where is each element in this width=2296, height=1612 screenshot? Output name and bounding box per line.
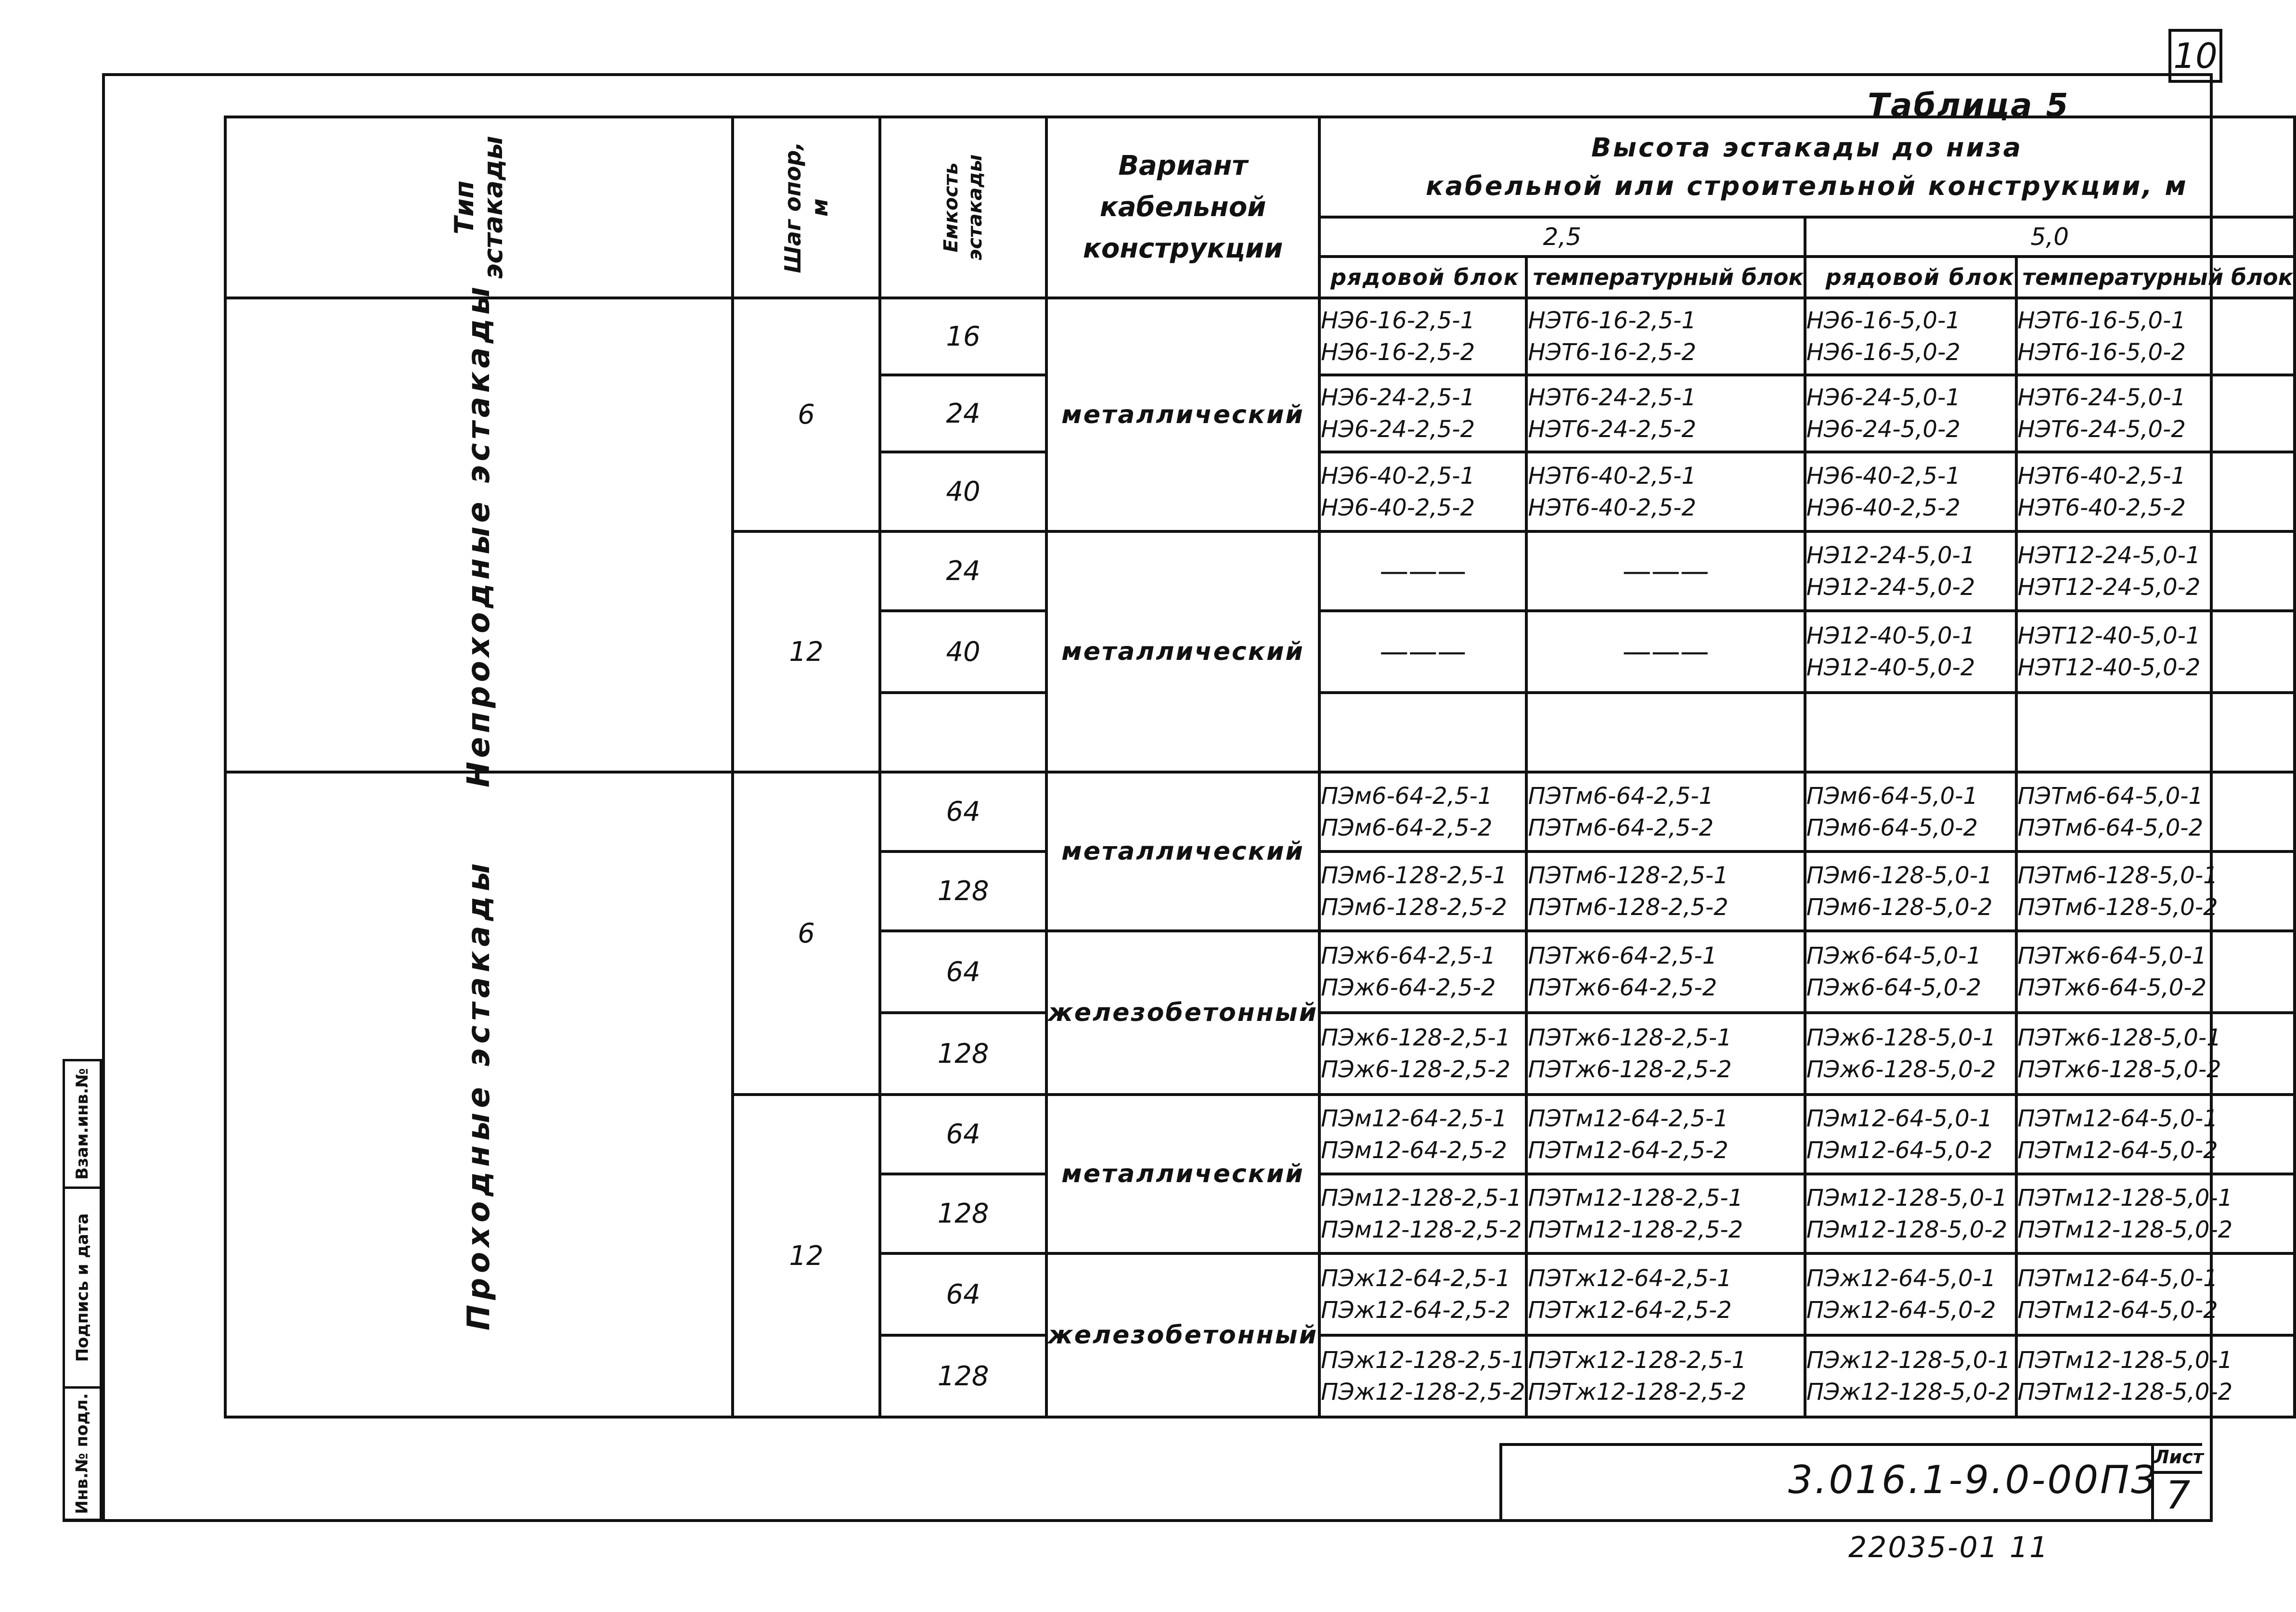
capacity-cell: 128	[880, 1335, 1046, 1417]
code-cell: ПЭм6-128-2,5-1 ПЭм6-128-2,5-2	[1319, 851, 1526, 931]
table-row	[225, 772, 2295, 851]
code-cell: НЭ6-40-2,5-1 НЭ6-40-2,5-2	[1319, 452, 1526, 531]
code-cell: ПЭТм6-64-2,5-1 ПЭТм6-64-2,5-2	[1526, 772, 1805, 851]
code-cell: ПЭТм12-128-5,0-1 ПЭТм12-128-5,0-2	[2016, 1174, 2295, 1253]
header-capacity: Емкость эстакады	[880, 117, 1046, 298]
stamp-inv-podl: Инв.№ подл.	[63, 1386, 102, 1521]
code-cell: НЭТ6-40-2,5-1 НЭТ6-40-2,5-2	[1526, 452, 1805, 531]
capacity-cell: 128	[880, 1013, 1046, 1095]
code-cell: НЭТ6-16-2,5-1 НЭТ6-16-2,5-2	[1526, 298, 1805, 375]
code-cell: ПЭТм12-64-5,0-1 ПЭТм12-64-5,0-2	[2016, 1253, 2295, 1335]
capacity-cell: 128	[880, 851, 1046, 931]
code-cell: НЭ6-40-2,5-1 НЭ6-40-2,5-2	[1805, 452, 2016, 531]
code-cell: ПЭТм6-64-5,0-1 ПЭТм6-64-5,0-2	[2016, 772, 2295, 851]
header-height-2-5: 2,5	[1319, 217, 1805, 256]
dash-cell: ———	[1319, 611, 1526, 693]
code-cell: ПЭТж6-128-5,0-1 ПЭТж6-128-5,0-2	[2016, 1013, 2295, 1095]
table-title: Таблица 5	[1868, 87, 2070, 124]
header-row-block: рядовой блок	[1805, 257, 2016, 298]
empty-cell	[2016, 693, 2295, 772]
code-cell: ПЭТм12-128-2,5-1 ПЭТм12-128-2,5-2	[1526, 1174, 1805, 1253]
header-step: Шаг опор, м	[733, 117, 880, 298]
code-cell: НЭТ6-40-2,5-1 НЭТ6-40-2,5-2	[2016, 452, 2295, 531]
code-cell: ПЭТж12-128-2,5-1 ПЭТж12-128-2,5-2	[1526, 1335, 1805, 1417]
variant-cell: металлический	[1046, 1095, 1319, 1253]
header-temp-block: температурный блок	[2016, 257, 2295, 298]
code-cell: НЭТ6-16-5,0-1 НЭТ6-16-5,0-2	[2016, 298, 2295, 375]
code-cell: ПЭТж6-64-5,0-1 ПЭТж6-64-5,0-2	[2016, 931, 2295, 1013]
capacity-cell: 128	[880, 1174, 1046, 1253]
capacity-cell: 40	[880, 611, 1046, 693]
dash-cell: ———	[1526, 611, 1805, 693]
document-code: 3.016.1-9.0-00ПЗ	[1788, 1457, 2158, 1502]
capacity-cell: 64	[880, 1253, 1046, 1335]
code-cell: ПЭТм12-64-5,0-1 ПЭТм12-64-5,0-2	[2016, 1095, 2295, 1174]
variant-cell: металлический	[1046, 298, 1319, 531]
group-nonpassable: Непроходные эстакады	[225, 298, 733, 772]
code-cell: НЭ6-16-2,5-1 НЭ6-16-2,5-2	[1319, 298, 1526, 375]
page-number: 10	[2168, 29, 2222, 83]
code-cell: ПЭж12-64-5,0-1 ПЭж12-64-5,0-2	[1805, 1253, 2016, 1335]
capacity-cell: 16	[880, 298, 1046, 375]
code-cell: ПЭТм12-64-2,5-1 ПЭТм12-64-2,5-2	[1526, 1095, 1805, 1174]
dash-cell: ———	[1526, 531, 1805, 611]
code-cell: НЭ12-24-5,0-1 НЭ12-24-5,0-2	[1805, 531, 2016, 611]
code-cell: ПЭж6-128-2,5-1 ПЭж6-128-2,5-2	[1319, 1013, 1526, 1095]
code-cell: ПЭТж6-128-2,5-1 ПЭТж6-128-2,5-2	[1526, 1013, 1805, 1095]
header-height-5-0: 5,0	[1805, 217, 2295, 256]
code-cell: НЭ6-24-5,0-1 НЭ6-24-5,0-2	[1805, 375, 2016, 452]
title-block	[1499, 1443, 2202, 1520]
sheet-label: Лист	[2154, 1443, 2202, 1474]
archive-number: 22035-01 11	[1848, 1531, 2050, 1564]
capacity-cell: 64	[880, 931, 1046, 1013]
code-cell: НЭТ12-24-5,0-1 НЭТ12-24-5,0-2	[2016, 531, 2295, 611]
code-cell: НЭТ12-40-5,0-1 НЭТ12-40-5,0-2	[2016, 611, 2295, 693]
code-cell: ПЭм6-64-2,5-1 ПЭм6-64-2,5-2	[1319, 772, 1526, 851]
capacity-cell: 40	[880, 452, 1046, 531]
step-cell: 6	[733, 298, 880, 531]
code-cell: ПЭж6-64-2,5-1 ПЭж6-64-2,5-2	[1319, 931, 1526, 1013]
header-temp-block: температурный блок	[1526, 257, 1805, 298]
title-block-left	[1499, 1443, 1502, 1520]
code-cell: НЭ6-24-2,5-1 НЭ6-24-2,5-2	[1319, 375, 1526, 452]
empty-cell	[1526, 693, 1805, 772]
code-cell: НЭ6-16-5,0-1 НЭ6-16-5,0-2	[1805, 298, 2016, 375]
code-cell: ПЭТж12-64-2,5-1 ПЭТж12-64-2,5-2	[1526, 1253, 1805, 1335]
code-cell: ПЭТж6-64-2,5-1 ПЭТж6-64-2,5-2	[1526, 931, 1805, 1013]
header-height: Высота эстакады до низа кабельной или строительной конструкции, м	[1319, 117, 2295, 217]
stamp-podpis-data: Подпись и дата	[63, 1186, 102, 1389]
empty-cell	[880, 693, 1046, 772]
variant-cell: железобетонный	[1046, 931, 1319, 1095]
code-cell: ПЭТм12-128-5,0-1 ПЭТм12-128-5,0-2	[2016, 1335, 2295, 1417]
code-cell: ПЭм12-128-2,5-1 ПЭм12-128-2,5-2	[1319, 1174, 1526, 1253]
step-cell: 12	[733, 1095, 880, 1417]
code-cell: ПЭж6-128-5,0-1 ПЭж6-128-5,0-2	[1805, 1013, 2016, 1095]
code-cell: НЭ12-40-5,0-1 НЭ12-40-5,0-2	[1805, 611, 2016, 693]
dash-cell: ———	[1319, 531, 1526, 611]
code-cell: ПЭж12-128-2,5-1 ПЭж12-128-2,5-2	[1319, 1335, 1526, 1417]
step-cell: 12	[733, 531, 880, 772]
capacity-cell: 64	[880, 772, 1046, 851]
title-block-top	[1499, 1443, 2202, 1446]
header-row-block: рядовой блок	[1319, 257, 1526, 298]
stamp-vzam-inv: Взам.инв.№	[63, 1059, 102, 1189]
code-cell: ПЭм12-128-5,0-1 ПЭм12-128-5,0-2	[1805, 1174, 2016, 1253]
sheet-box	[2151, 1443, 2202, 1520]
frame-top-line	[102, 73, 2213, 76]
code-cell: НЭТ6-24-2,5-1 НЭТ6-24-2,5-2	[1526, 375, 1805, 452]
code-cell: ПЭж12-64-2,5-1 ПЭж12-64-2,5-2	[1319, 1253, 1526, 1335]
group-passable: Проходные эстакады	[225, 772, 733, 1417]
side-stamp	[63, 1059, 102, 1521]
step-cell: 6	[733, 772, 880, 1095]
empty-cell	[1319, 693, 1526, 772]
capacity-cell: 64	[880, 1095, 1046, 1174]
frame-left-line	[102, 73, 105, 1522]
capacity-cell: 24	[880, 531, 1046, 611]
code-cell: ПЭм6-64-5,0-1 ПЭм6-64-5,0-2	[1805, 772, 2016, 851]
code-cell: ПЭм12-64-2,5-1 ПЭм12-64-2,5-2	[1319, 1095, 1526, 1174]
header-variant: Вариант кабельной конструкции	[1046, 117, 1319, 298]
code-cell: ПЭм12-64-5,0-1 ПЭм12-64-5,0-2	[1805, 1095, 2016, 1174]
code-cell: ПЭж6-64-5,0-1 ПЭж6-64-5,0-2	[1805, 931, 2016, 1013]
table-row	[225, 298, 2295, 375]
code-cell: ПЭж12-128-5,0-1 ПЭж12-128-5,0-2	[1805, 1335, 2016, 1417]
variant-cell: металлический	[1046, 772, 1319, 931]
sheet-number: 7	[2166, 1473, 2191, 1518]
code-cell: НЭТ6-24-5,0-1 НЭТ6-24-5,0-2	[2016, 375, 2295, 452]
variant-cell: железобетонный	[1046, 1253, 1319, 1417]
code-cell: ПЭТм6-128-2,5-1 ПЭТм6-128-2,5-2	[1526, 851, 1805, 931]
header-type: Тип эстакады	[225, 117, 733, 298]
capacity-cell: 24	[880, 375, 1046, 452]
variant-cell: металлический	[1046, 531, 1319, 772]
code-cell: ПЭм6-128-5,0-1 ПЭм6-128-5,0-2	[1805, 851, 2016, 931]
empty-cell	[1805, 693, 2016, 772]
code-cell: ПЭТм6-128-5,0-1 ПЭТм6-128-5,0-2	[2016, 851, 2295, 931]
main-table	[224, 116, 2296, 1419]
